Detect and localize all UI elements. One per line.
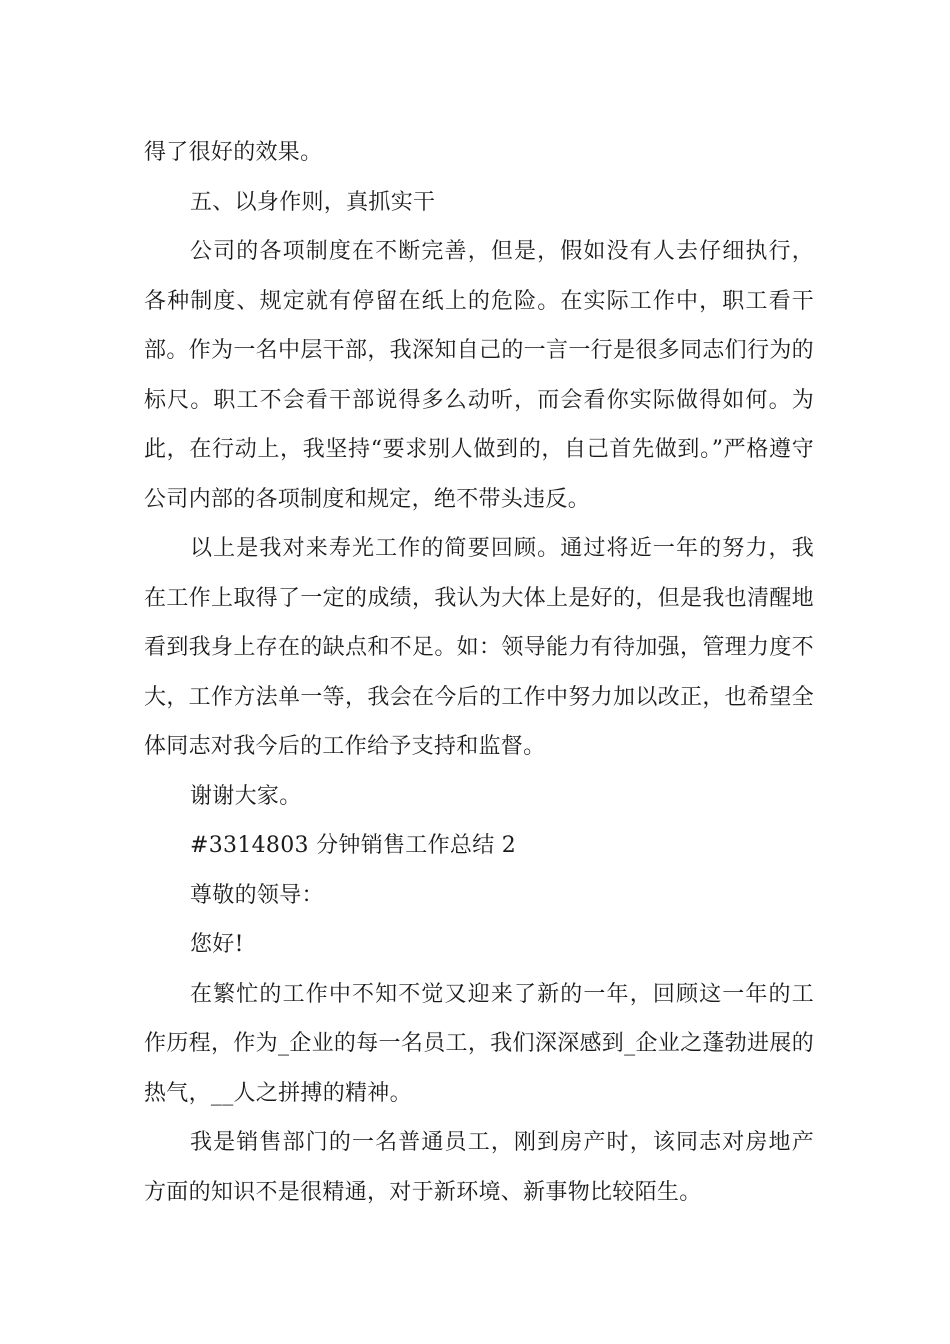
paragraph: 我是销售部门的一名普通员工，刚到房产时，该同志对房地产方面的知识不是很精通，对于新环境、新事物比较陌生。: [144, 1130, 814, 1205]
document-body: [144, 128, 814, 1217]
paragraph: 公司的各项制度在不断完善，但是，假如没有人去仔细执行，各种制度、规定就有停留在纸上的危险。在实际工作中，职工看干部。作为一名中层干部，我深知自己的一言一行是很多同志们行为的标尺。职工不会看干部说得多么动听，而会看你实际做得如何。为此，在行动上，我坚持“要求别人做到的，自己首先做到。”严格遵守公司内部的各项制度和规定，绝不带头违反。: [144, 239, 814, 512]
salutation: 尊敬的领导：: [190, 882, 324, 908]
closing-line: 谢谢大家。: [190, 783, 302, 809]
section-heading: 五、以身作则，真抓实干: [190, 189, 436, 215]
paragraph: 以上是我对来寿光工作的简要回顾。通过将近一年的努力，我在工作上取得了一定的成绩，我认为大体上是好的，但是我也清醒地看到我身上存在的缺点和不足。如：领导能力有待加强，管理力度不大，工作方法单一等，我会在今后的工作中努力加以改正，也希望全体同志对我今后的工作给予支持和监督。: [144, 536, 814, 759]
paragraph: 在繁忙的工作中不知不觉又迎来了新的一年，回顾这一年的工作历程，作为_企业的每一名员工，我们深深感到_企业之蓬勃进展的热气，__人之拼搏的精神。: [144, 981, 814, 1106]
paragraph-continuation: 得了很好的效果。: [144, 140, 323, 165]
document-title: #3314803 分钟销售工作总结 2: [190, 833, 517, 858]
greeting: 您好!: [190, 932, 244, 957]
